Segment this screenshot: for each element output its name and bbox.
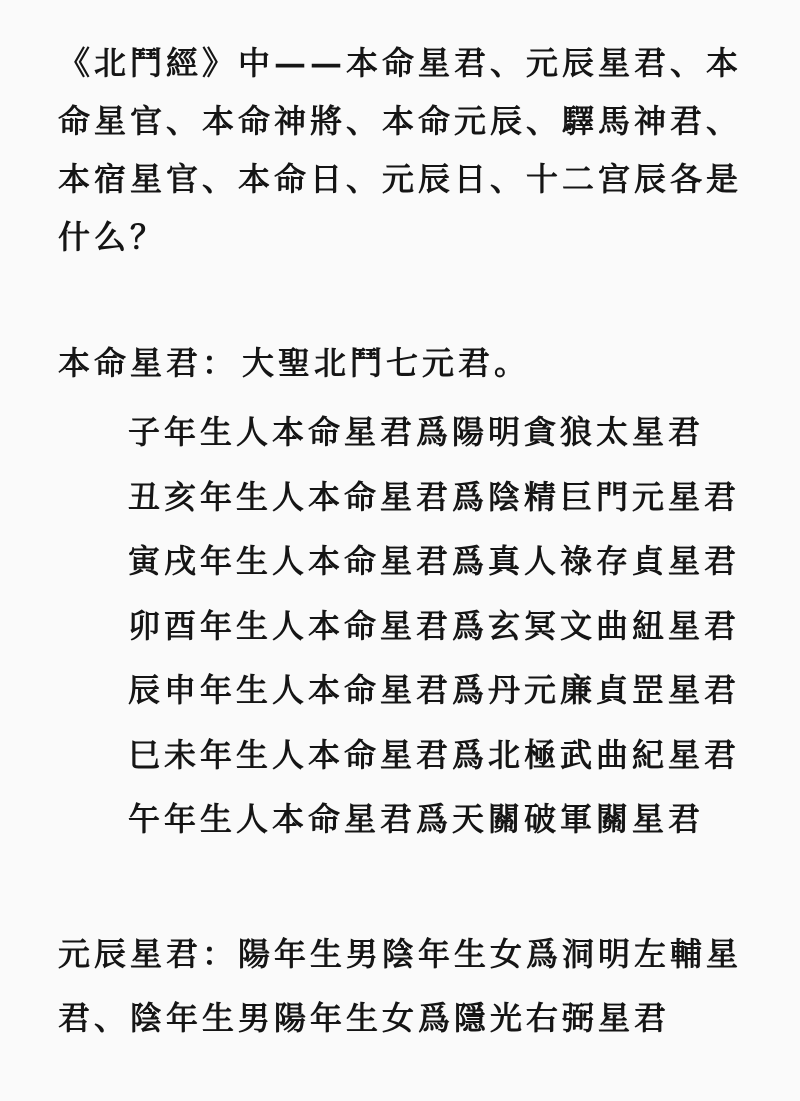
list-item: 午年生人本命星君爲天關破軍關星君 bbox=[128, 800, 705, 838]
benming-value: 大聖北鬥七元君。 bbox=[242, 344, 531, 382]
yuanchen-section bbox=[58, 922, 760, 1050]
benming-section bbox=[58, 334, 760, 852]
list-item: 辰申年生人本命星君爲丹元廉貞罡星君 bbox=[128, 671, 741, 709]
yuanchen-paragraph: 元辰星君：陽年生男陰年生女爲洞明左輔星君、陰年生男陽年生女爲隱光右弼星君 bbox=[58, 934, 743, 1037]
benming-heading bbox=[58, 334, 760, 392]
list-item: 寅戌年生人本命星君爲真人祿存貞星君 bbox=[128, 542, 741, 580]
list-item: 子年生人本命星君爲陽明貪狼太星君 bbox=[128, 413, 705, 451]
question-paragraph: 《北鬥經》中——本命星君、元辰星君、本命星官、本命神將、本命元辰、驛馬神君、本宿星官、本命日、元辰日、十二宫辰各是什么？ bbox=[58, 44, 743, 256]
benming-star-list bbox=[58, 400, 760, 852]
list-item: 巳未年生人本命星君爲北極武曲紀星君 bbox=[128, 735, 741, 774]
list-item: 丑亥年生人本命星君爲陰精巨門元星君 bbox=[128, 477, 741, 516]
benming-label: 本命星君： bbox=[58, 344, 239, 382]
list-item: 卯酉年生人本命星君爲玄冥文曲紐星君 bbox=[128, 606, 741, 645]
